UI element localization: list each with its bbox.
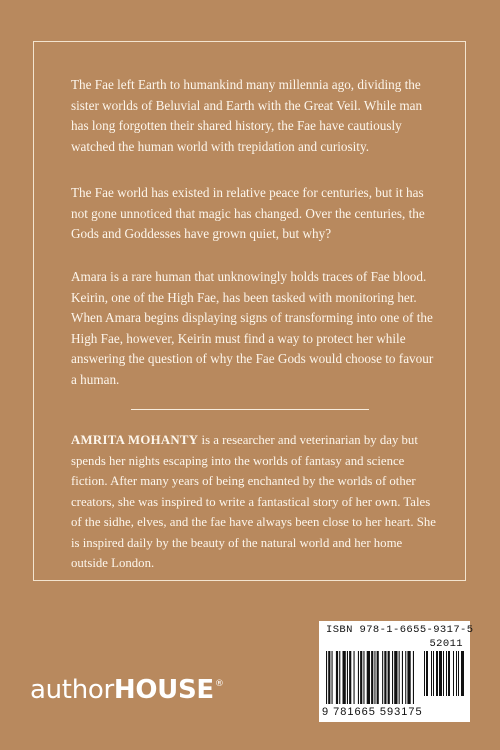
isbn-barcode	[319, 621, 474, 722]
isbn-number: ISBN 978-1-6655-9317-5	[326, 624, 474, 636]
blurb-text-3: Amara is a rare human that unknowingly holds traces of Fae blood. Keirin, one of the High Fae, has been tasked with monitoring her. When Amara begins displaying signs of transforming into one of the High Fae, however, Keirin must find a way to protect her while answering the question of why the Fae Gods would choose to favour a human.	[71, 269, 434, 387]
blurb-paragraph-3	[71, 267, 441, 390]
blurb-text-2: The Fae world has existed in relative peace for centuries, but it has not gone unnoticed that magic has changed. Over the centuries, the Gods and Goddesses have grown quiet, but why?	[71, 185, 425, 241]
registered-mark: ®	[214, 679, 224, 689]
publisher-logo-part2: HOUSE	[113, 675, 214, 705]
price-code: 52011	[429, 638, 463, 650]
publisher-logo	[30, 675, 224, 705]
blurb-paragraph-1	[71, 75, 441, 157]
barcode-bars-icon	[324, 651, 465, 706]
barcode-digits: 9 781665 593175	[322, 706, 423, 718]
blurb-text-1: The Fae left Earth to humankind many millennia ago, dividing the sister worlds of Beluvial and Earth with the Great Veil. While man has long forgotten their shared history, the Fae have cautiously watched the human world with trepidation and curiosity.	[71, 77, 423, 154]
publisher-logo-part1: author	[30, 675, 114, 705]
section-divider	[131, 409, 369, 410]
blurb-paragraph-2	[71, 183, 441, 245]
author-bio	[71, 430, 441, 574]
author-bio-text: is a researcher and veterinarian by day but spends her nights escaping into the worlds of fantasy and science fiction. After many years of being enchanted by the worlds of other creators, she was inspired to write a fantastical story of her own. Tales of the sidhe, elves, and the fae have always been close to her heart. She is inspired daily by the beauty of the natural world and her home outside London.	[71, 433, 436, 570]
author-name: AMRITA MOHANTY	[71, 433, 199, 447]
